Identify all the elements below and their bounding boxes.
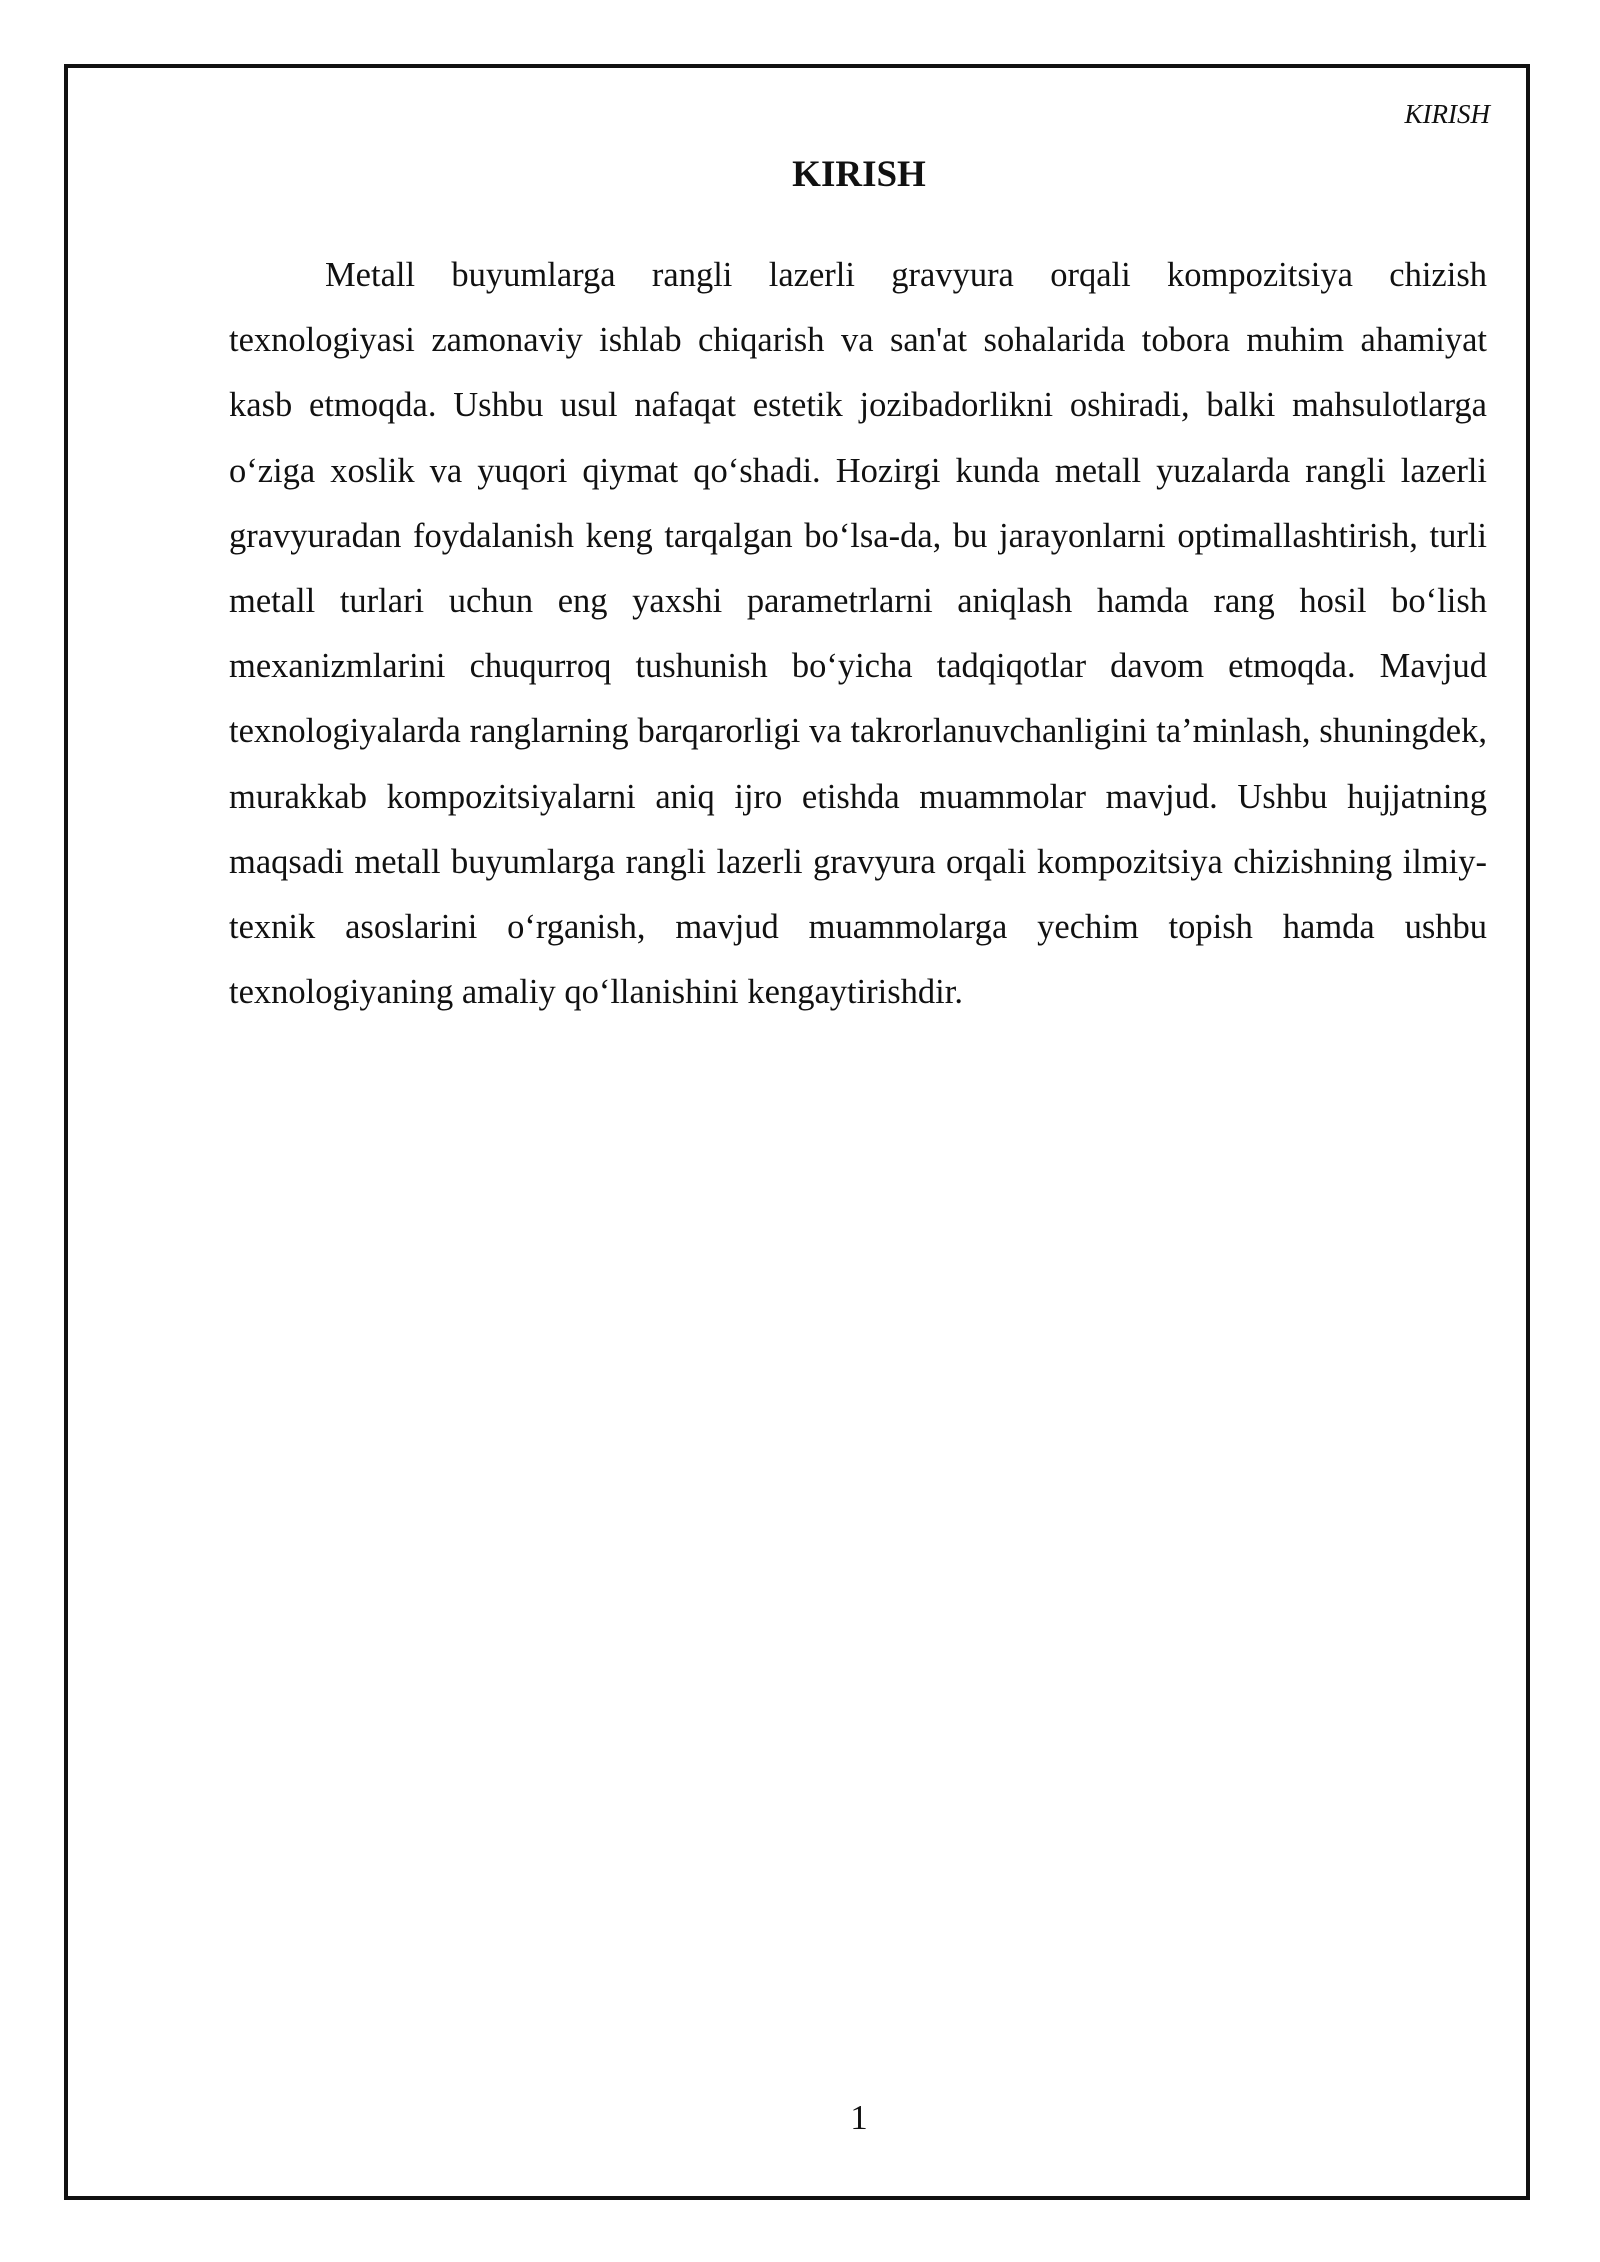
running-header: KIRISH	[1404, 99, 1490, 129]
page-number: 1	[850, 2098, 868, 2137]
body-paragraph: Metall buyumlarga rangli lazerli gravyura orqali kompozitsiya chizish texnologiyasi zamonaviy ishlab chiqarish va san'at sohalarida tobora muhim ahamiyat kasb etmoqda. Ushbu usul nafaqat estetik jozibadorlikni oshiradi, balki mahsulotlarga o‘ziga xoslik va yuqori qiymat qo‘shadi. Hozirgi kunda metall yuzalarda rangli lazerli gravyuradan foydalanish keng tarqalgan bo‘lsa-da, bu jarayonlarni optimallashtirish, turli metall turlari uchun eng yaxshi parametrlarni aniqlash hamda rang hosil bo‘lish mexanizmlarini chuqurroq tushunish bo‘yicha tadqiqotlar davom etmoqda. Mavjud texnologiyalarda ranglarning barqarorligi va takrorlanuvchanligini ta’minlash, shuningdek, murakkab kompozitsiyalarni aniq ijro etishda muammolar mavjud. Ushbu hujjatning maqsadi metall buyumlarga rangli lazerli gravyura orqali kompozitsiya chizishning ilmiy-texnik asoslarini o‘rganish, mavjud muammolarga yechim topish hamda ushbu texnologiyaning amaliy qo‘llanishini kengaytirishdir.	[229, 256, 1487, 1012]
page-title: KIRISH	[792, 154, 926, 195]
